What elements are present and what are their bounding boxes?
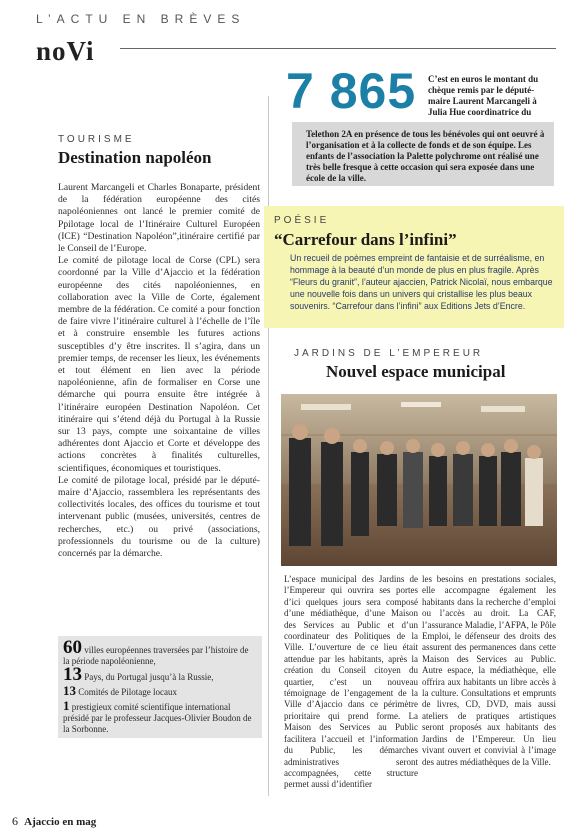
stats-box (58, 636, 262, 738)
group-photo (281, 394, 557, 566)
jardins-title: Nouvel espace municipal (326, 362, 506, 381)
stat-text: prestigieux comité scientifique international présidé par le professeur Jacques-Olivier Boudon de la Sorbonne. (63, 702, 252, 734)
stat-number: 1 (63, 698, 70, 713)
jardins-kicker: JARDINS DE L’EMPEREUR (294, 348, 484, 359)
poesie-title: “Carrefour dans l’infini” (274, 230, 457, 249)
telethon-text: C’est en euros le montant du chèque remis par le député-maire Laurent Marcangeli à Julia Hue coordinatrice du (428, 74, 539, 117)
stat-text: Pays, du Portugal jusqu’à la Russie, (82, 672, 214, 682)
tourisme-paragraph-3: Le comité de pilotage local, présidé par le député-maire d’Ajaccio, rassemblera les représentants des collectivités locales, des offices du tourisme et tout intervenant public (musées, universités, centres de recherches, etc.) ou privé (associations, professionnels du tourisme ou de la culture) concernés par la démarche. (58, 474, 260, 560)
stat-line (63, 685, 257, 698)
telethon-text-box: Telethon 2A en présence de tous les bénévoles qui ont oeuvré à l’organisation et à la collecte de fonds et de son équipe. Les enfants de l’association la Palette polychrome ont réalisé une très belle fresque à cette occasion qui sera exposée dans une école de la ville. (306, 129, 545, 183)
section-kicker: L’ACTU EN BRÈVES (36, 12, 246, 26)
stat-line (63, 637, 257, 667)
stat-line (63, 700, 257, 735)
tourisme-paragraph-2: Le comité de pilotage local de Corse (CPL) sera coordonné par la Ville d’Ajaccio et la fédération européenne des cités napoléoniennes, en collaboration avec la Ville de Corte, également membre de la fédération. Ce comité a pour fonction de faire vivre l’itinéraire culturel à l’échelle de l’île et à construire ensemble les futures actions susceptibles d’y être inscrites. Il s’agira, dans un premier temps, de recenser les lieux, les événements et tout élément en lien avec la période napoléonienne, afin de formaliser en Corse une démarche qui pourra ensuite être intégrée à l’itinéraire européen Destination Napoléon. Cet itinéraire qui s’étend déjà du Portugal à la Russie sur 13 pays, compte une soixantaine de villes adhérentes dont Ajaccio et Corte et développe des actions concrètes à finalités culturelles, scientifiques, économiques et touristiques. (58, 255, 260, 474)
tourisme-kicker: TOURISME (58, 134, 135, 145)
tourisme-title: Destination napoléon (58, 148, 212, 167)
magazine-name: Ajaccio en mag (24, 816, 97, 828)
column-divider (268, 96, 269, 796)
jardins-column-1: L’espace municipal des Jardins de l’Empereur qui ouvrira ses portes d’ici quelques jours sera composé d’une médiathèque, d’une Maison des Services au Public et d’un coordinateur des Politiques de la Ville. L’ouverture de ce lieu était attendue par les habitants, après la création du Conseil citoyen du quartier, c’est un nouveau témoignage de l’engagement de la Ville d’Ajaccio dans ce périmètre prioritaire qui prend forme. La Maison des Services au Public facilitera l’accueil et l’information du Public, les démarches administratives seront accompagnées, cette structure permet aussi d’identifier (284, 574, 418, 790)
tourisme-body (58, 182, 260, 560)
page-number: 6 (12, 814, 18, 828)
tourisme-paragraph-1: Laurent Marcangeli et Charles Bonaparte, président de la fédération européenne des cités napoléoniennes ont lancé le premier comité de Ppilotage local de l’Itinéraire Culturel Européen (ICE) “Destination Napoléon”,itinéraire certifié par le Conseil de l’Europe. (58, 182, 260, 255)
brand-logo: noVi (36, 36, 95, 66)
stat-text: villes européennes traversées par l’histoire de la période napoléonienne, (63, 645, 249, 666)
page-footer (12, 814, 96, 829)
jardins-column-2: les besoins en prestations sociales, elle accompagne également les habitants dans la recherche d’emploi ou l’accès au droit. La CAF, l’assurance Maladie, l’AFPA, le Pôle Emploi, le défenseur des droits des assurent des permanences dans cette Maison des Services au Public. Autre espace, la médiathèque, elle offrira aux habitants un libre accès à la culture. Consultations et emprunts de livres, CD, DVD, mais aussi ateliers de pratiques artistiques seront proposés aux habitants des Jardins de l’Empereur. Un lieu vivant ouvert et convivial à l’image des autres médiathèques de la Ville. (422, 574, 556, 767)
stat-number: 60 (63, 637, 82, 658)
header-rule (120, 48, 556, 49)
poesie-text: Un recueil de poèmes empreint de fantaisie et de surréalisme, en hommage à la beauté d’un monde de plus en plus fragile. Après “Fleurs du granit”, l’auteur ajaccien, Patrick Nicolaï, nous embarque une nouvelle fois dans un univers qui cristallise les plus beaux souvenirs. “Carrefour dans l’infini” aux Editions Jets d’Encre. (290, 253, 553, 311)
stat-line (63, 664, 257, 685)
poesie-kicker: POÉSIE (274, 215, 330, 226)
stat-text: Comités de Pilotage locaux (76, 687, 177, 697)
stat-number: 13 (63, 664, 82, 685)
stat-number: 13 (63, 683, 76, 698)
telethon-amount: 7 865 (286, 63, 417, 119)
